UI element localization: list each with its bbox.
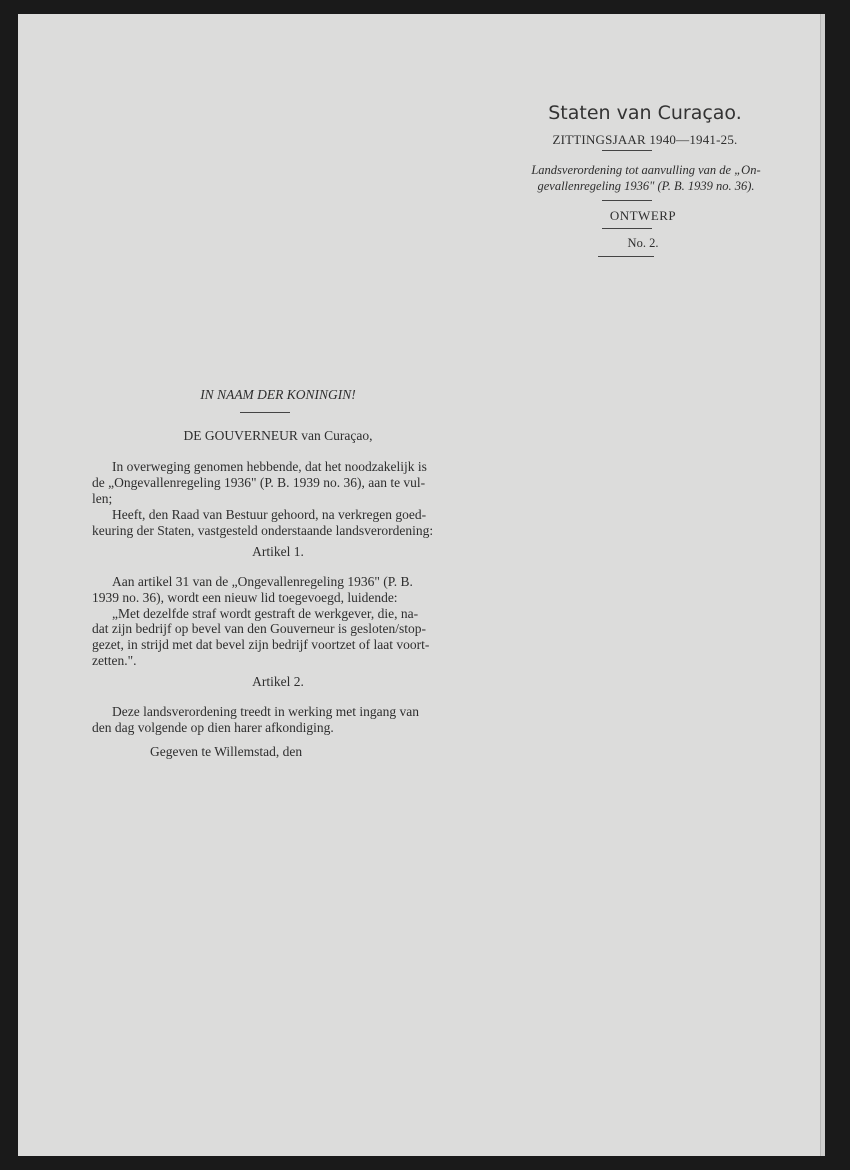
article-2-heading: Artikel 2. <box>252 674 304 689</box>
paragraph-line: Aan artikel 31 van de „Ongevallenregeling 1936" (P. B. <box>112 574 413 589</box>
draft-number: No. 2. <box>627 236 659 250</box>
draft-label: ONTWERP <box>609 208 677 223</box>
divider-rule <box>598 256 654 257</box>
divider-rule <box>602 150 652 151</box>
divider-rule <box>240 412 290 413</box>
paragraph-line: zetten.". <box>92 652 137 668</box>
article-2-text <box>92 704 472 736</box>
invocation: IN NAAM DER KONINGIN! <box>200 387 356 402</box>
paragraph-line: Heeft, den Raad van Bestuur gehoord, na verkregen goed- <box>112 507 427 522</box>
governor-heading: DE GOUVERNEUR van Curaçao, <box>183 428 373 443</box>
article-1-text <box>92 574 472 669</box>
paragraph-line: len; <box>92 490 113 506</box>
session-year: ZITTINGSJAAR 1940—1941-25. <box>552 132 738 147</box>
paragraph-line: dat zijn bedrijf op bevel van den Gouverneur is gesloten/stop- <box>92 621 427 637</box>
paragraph-line: „Met dezelfde straf wordt gestraft de werkgever, die, na- <box>112 605 419 621</box>
paragraph-line: In overweging genomen hebbende, dat het noodzakelijk is <box>112 459 427 474</box>
paragraph-line: 1939 no. 36), wordt een nieuw lid toegevoegd, luidende: <box>92 589 398 605</box>
paragraph-line: den dag volgende op dien harer afkondiging. <box>92 719 334 735</box>
paragraph-line: keuring der Staten, vastgesteld onderstaande landsverordening: <box>92 522 434 538</box>
paragraph-line: Deze landsverordening treedt in werking met ingang van <box>112 704 420 719</box>
page-edge <box>820 14 825 1156</box>
heard-paragraph <box>92 507 472 539</box>
document-page <box>18 14 824 1156</box>
ordinance-title <box>496 162 796 194</box>
paragraph-line: Gegeven te Willemstad, den <box>150 744 303 759</box>
paragraph-line: de „Ongevallenregeling 1936" (P. B. 1939 no. 36), aan te vul- <box>92 474 426 490</box>
paragraph-line: gezet, in strijd met dat bevel zijn bedrijf voortzet of laat voort- <box>92 637 430 653</box>
divider-rule <box>602 228 652 229</box>
divider-rule <box>602 200 652 201</box>
given-at-line <box>92 744 472 760</box>
ordinance-title-line: Landsverordening tot aanvulling van de „On- <box>531 163 761 177</box>
ordinance-title-line: gevallenregeling 1936" (P. B. 1939 no. 36). <box>537 179 755 193</box>
considering-paragraph <box>92 459 472 506</box>
article-1-heading: Artikel 1. <box>252 544 304 559</box>
assembly-title: Staten van Curaçao. <box>548 102 742 124</box>
